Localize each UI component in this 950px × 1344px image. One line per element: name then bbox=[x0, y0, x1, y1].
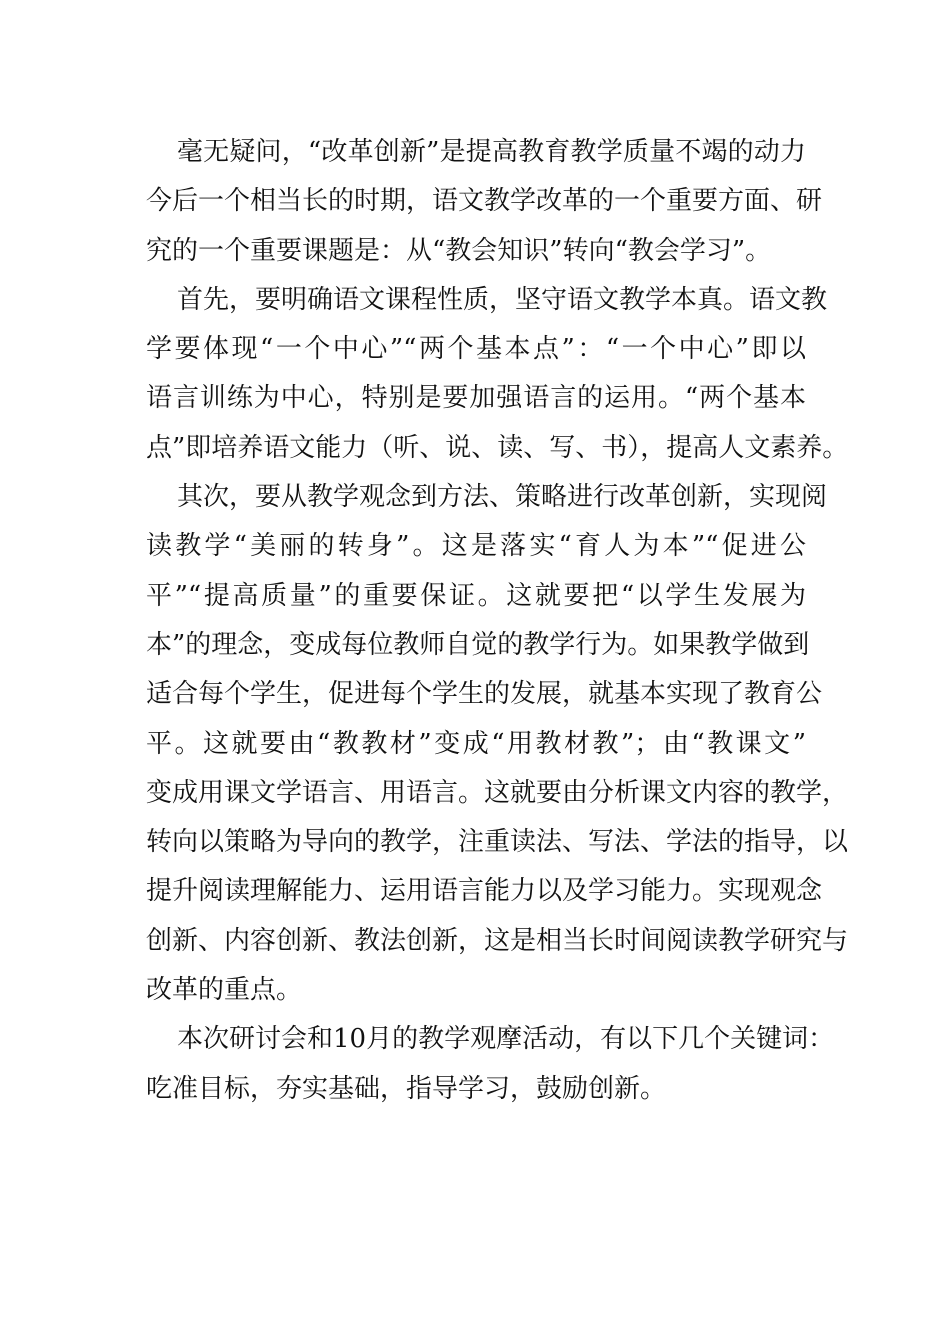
body-text bbox=[146, 128, 849, 1114]
paragraph-3-line-7: 变成用课文学语言、用语言。这就要由分析课文内容的教学， bbox=[146, 777, 849, 808]
paragraph-4-line-2: 吃准目标，夯实基础，指导学习，鼓励创新。 bbox=[146, 1073, 667, 1104]
paragraph-3-line-2: 读教学“美丽的转身”。这是落实“育人为本”“促进公 bbox=[146, 531, 806, 562]
paragraph-1-line-2: 今后一个相当长的时期，语文教学改革的一个重要方面、研 bbox=[146, 186, 823, 217]
paragraph-3-line-11: 改革的重点。 bbox=[146, 975, 303, 1006]
paragraph-1-line-3: 究的一个重要课题是：从“教会知识”转向“教会学习”。 bbox=[146, 235, 772, 266]
paragraph-3-line-3: 平”“提高质量”的重要保证。这就要把“以学生发展为 bbox=[146, 580, 806, 611]
paragraph-3-line-8: 转向以策略为导向的教学，注重读法、写法、学法的指导，以 bbox=[146, 827, 849, 858]
paragraph-3-line-9: 提升阅读理解能力、运用语言能力以及学习能力。实现观念 bbox=[146, 876, 823, 907]
paragraph-3-line-1: 其次，要从教学观念到方法、策略进行改革创新，实现阅 bbox=[177, 482, 828, 513]
paragraph-2-line-4: 点”即培养语文能力（听、说、读、写、书），提高人文素养。 bbox=[146, 432, 849, 463]
paragraph-1-line-1: 毫无疑问，“改革创新”是提高教育教学质量不竭的动力 bbox=[177, 137, 806, 167]
paragraph-4-line-1: 本次研讨会和10月的教学观摩活动，有以下几个关键词： bbox=[177, 1024, 835, 1055]
paragraph-3-line-6: 平。这就要由“教教材”变成“用教材教”；由“教课文” bbox=[146, 728, 806, 759]
paragraph-3-line-5: 适合每个学生，促进每个学生的发展，就基本实现了教育公 bbox=[146, 679, 823, 710]
paragraph-2-line-2: 学要体现“一个中心”“两个基本点”：“一个中心”即以 bbox=[146, 334, 806, 365]
paragraph-3-line-10: 创新、内容创新、教法创新，这是相当长时间阅读教学研究与 bbox=[146, 925, 849, 956]
paragraph-3-line-4: 本”的理念，变成每位教师自觉的教学行为。如果教学做到 bbox=[146, 629, 810, 660]
paragraph-2-line-3: 语言训练为中心，特别是要加强语言的运用。“两个基本 bbox=[146, 383, 806, 414]
paragraph-2-line-1: 首先，要明确语文课程性质，坚守语文教学本真。语文教 bbox=[177, 284, 828, 315]
